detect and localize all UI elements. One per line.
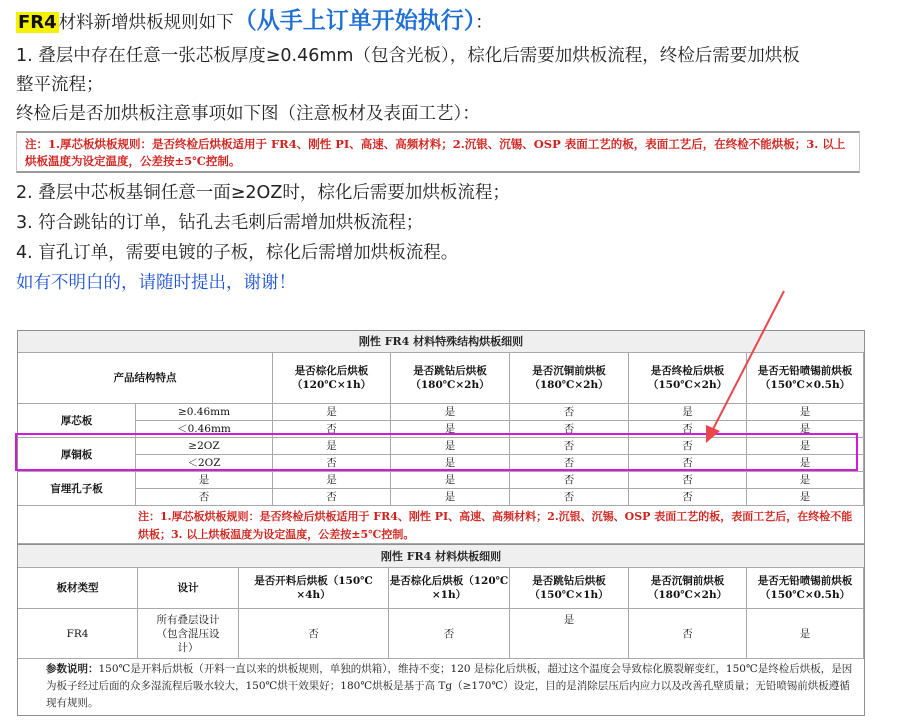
- table1-value-cell: 否: [629, 438, 747, 455]
- column-header-line1: 是否跳钻后烘板: [413, 365, 487, 377]
- column-header-line2: （150℃×1h）: [529, 589, 609, 601]
- column-header-line1: 是否终检后烘板: [650, 365, 725, 377]
- column-header-line1: 是否跳钻后烘板: [532, 575, 606, 587]
- column-header-line1: 是否棕化后烘板（120℃: [389, 575, 509, 587]
- table2-column-header: [239, 568, 389, 609]
- column-header-line2: （180℃×2h）: [410, 379, 490, 391]
- table1-value-cell: 否: [629, 455, 747, 472]
- table1-condition: 是: [136, 472, 273, 489]
- rule-1-note: 终检后是否加烘板注意事项如下图（注意板材及表面工艺）：: [16, 104, 480, 124]
- note-box-excerpt: 注：1.厚芯板烘板规则：是否终检后烘板适用于 FR4、刚性 PI、高速、高频材料；2.沉银、沉锡、OSP 表面工艺的板，表面工艺后，在终检不能烘板；3. 以上烘板温度为设定温度，公差按±5℃控制。: [16, 131, 860, 173]
- column-header-line1: 是否沉铜前烘板: [532, 365, 606, 377]
- table1-condition: ≥2OZ: [136, 438, 273, 455]
- column-header-line2: （180℃×2h）: [529, 379, 609, 391]
- table1-value-cell: 是: [391, 404, 510, 421]
- table1-value-cell: 是: [747, 421, 864, 438]
- rule-3: 3. 符合跳钻的订单，钻孔去毛刺后需增加烘板流程；: [16, 213, 424, 233]
- column-header-line2: （120℃×1h）: [291, 379, 372, 391]
- table1-value-cell: 否: [629, 421, 747, 438]
- table2-column-header: [138, 568, 239, 609]
- title-text: 材料新增烘板规则如下: [58, 13, 234, 33]
- table2-column-header: [629, 568, 747, 609]
- design-line: （包含混压设: [156, 627, 220, 640]
- table1-value-cell: 否: [629, 489, 747, 506]
- column-header-line2: ×4h）: [296, 589, 331, 601]
- table1-value-cell: 是: [391, 489, 510, 506]
- table2-value-cell: 是: [510, 609, 629, 659]
- table2-design: [138, 609, 239, 659]
- table1-value-cell: 否: [510, 421, 629, 438]
- table2-column-header: [389, 568, 510, 609]
- table1-value-cell: 是: [273, 404, 391, 421]
- table1-value-cell: 是: [273, 472, 391, 489]
- design-line: 计）: [177, 641, 199, 654]
- table1-value-cell: 是: [747, 438, 864, 455]
- parameter-note: [18, 659, 864, 715]
- table1-group-name: 厚铜板: [18, 438, 136, 472]
- title-colon: ：: [475, 13, 493, 33]
- table1-value-cell: 否: [629, 472, 747, 489]
- annotation-arrow-icon: [700, 285, 795, 450]
- design-line: 所有叠层设计: [156, 613, 220, 626]
- rule-1-line-2: 整平流程；: [16, 75, 104, 95]
- title-emphasis: （从手上订单开始执行）: [233, 8, 476, 34]
- column-header-line2: （150℃×2h）: [647, 379, 728, 391]
- table1-value-cell: 是: [747, 455, 864, 472]
- table2-value-cell: 否: [629, 609, 747, 659]
- table1-value-cell: 是: [391, 472, 510, 489]
- column-header-line1: 是否无铅喷锡前烘板: [757, 365, 853, 377]
- column-header-line1: 是否棕化后烘板: [294, 365, 369, 377]
- table2-value-cell: 是: [747, 609, 864, 659]
- table1-value-cell: 是: [391, 421, 510, 438]
- rule-4: 4. 盲孔订单，需要电镀的子板，棕化后需增加烘板流程。: [16, 243, 459, 263]
- column-header-line1: 是否无铅喷锡前烘板: [757, 575, 853, 587]
- table1-column-header: [273, 353, 391, 404]
- parameter-label: 参数说明：: [46, 663, 99, 675]
- table1-value-cell: 是: [747, 489, 864, 506]
- table1-value-cell: 否: [510, 404, 629, 421]
- table1-condition: ＜2OZ: [136, 455, 273, 472]
- table1-value-cell: 否: [273, 421, 391, 438]
- title-line: [16, 8, 493, 36]
- column-header-line1: 设计: [177, 582, 199, 594]
- table1-column-header: [391, 353, 510, 404]
- table1-value-cell: 否: [510, 472, 629, 489]
- table1-value-cell: 是: [747, 404, 864, 421]
- feature-header: 产品结构特点: [18, 353, 273, 404]
- table1-value-cell: 是: [391, 455, 510, 472]
- table1-note: 注：1.厚芯板烘板规则：是否终检后烘板适用于 FR4、刚性 PI、高速、高频材料；2.沉银、沉锡、OSP 表面工艺的板，表面工艺后，在终检不能烘板；3. 以上烘板温度为设定温度，公差按±5℃控制。: [18, 506, 864, 544]
- rule-2: 2. 叠层中芯板基铜任意一面≥2OZ时，棕化后需要加烘板流程；: [16, 183, 510, 203]
- table1-title: 刚性 FR4 材料特殊结构烘板细则: [18, 331, 864, 353]
- table1-value-cell: 否: [510, 455, 629, 472]
- table1-group-name: 盲埋孔子板: [18, 472, 136, 506]
- fr4-highlight: FR4: [18, 12, 57, 33]
- table1-value-cell: 否: [510, 489, 629, 506]
- table1-value-cell: 是: [273, 438, 391, 455]
- table2-column-header: [510, 568, 629, 609]
- table1-column-header: [510, 353, 629, 404]
- table2-title: 刚性 FR4 材料烘板细则: [18, 544, 864, 568]
- column-header-line1: 板材类型: [56, 582, 99, 594]
- closing-note: 如有不明白的，请随时提出，谢谢！: [16, 273, 296, 293]
- rule-1-line-1: 1. 叠层中存在任意一张芯板厚度≥0.46mm（包含光板），棕化后需要加烘板流程，终检后需要加烘板: [16, 46, 800, 66]
- column-header-line2: ×1h）: [431, 589, 467, 601]
- table2-column-header: [747, 568, 864, 609]
- table1-value-cell: 是: [629, 404, 747, 421]
- table2-material: FR4: [18, 609, 138, 659]
- table1-condition: ＜0.46mm: [136, 421, 273, 438]
- table1-value-cell: 否: [273, 455, 391, 472]
- column-header-line1: 是否沉铜前烘板: [650, 575, 725, 587]
- table1-group-name: 厚芯板: [18, 404, 136, 438]
- table2-value-cell: 否: [389, 609, 510, 659]
- table1-value-cell: 是: [747, 472, 864, 489]
- column-header-line2: （180℃×2h）: [647, 589, 728, 601]
- table1-condition: ≥0.46mm: [136, 404, 273, 421]
- table1-value-cell: 是: [391, 438, 510, 455]
- table1-value-cell: 否: [273, 489, 391, 506]
- table2-value-cell: 否: [239, 609, 389, 659]
- table1-condition: 否: [136, 489, 273, 506]
- table2-column-header: [18, 568, 138, 609]
- column-header-line2: （150℃×0.5h）: [759, 379, 851, 391]
- column-header-line2: （150℃×0.5h）: [759, 589, 851, 601]
- table1-value-cell: 否: [510, 438, 629, 455]
- parameter-text: 150℃是开料后烘板（开料一直以来的烘板规则，单独的烘箱），维持不变；120 是棕化后烘板，超过这个温度会导致棕化膜裂解变红，150℃是终检后烘板，是因为板子经过后面的众多湿流程后吸水较大，150℃烘干效果好；180℃烘板是基于高 Tg（≥170℃）设定，目的是消除层压后内应力以及改善孔壁质量；无铅喷锡前烘板遵循现有规则。: [46, 663, 853, 709]
- column-header-line1: 是否开料后烘板（150℃: [254, 575, 373, 587]
